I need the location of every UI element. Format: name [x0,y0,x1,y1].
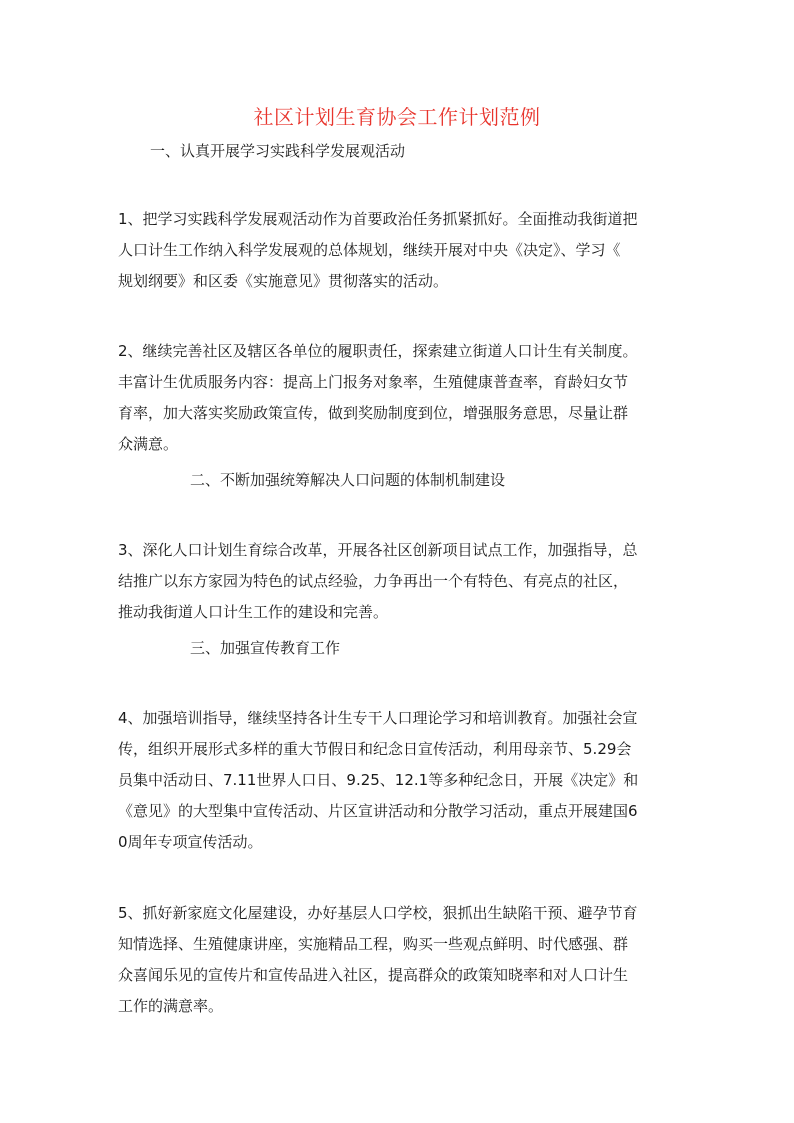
paragraph-line: 育率，加大落实奖励政策宣传，做到奖励制度到位，增强服务意思，尽量让群 [118,404,629,422]
paragraph-line: 2、继续完善社区及辖区各单位的履职责任，探索建立街道人口计生有关制度。 [118,342,638,360]
paragraph-line: 结推广以东方家园为特色的试点经验，力争再出一个有特色、有亮点的社区， [118,572,629,590]
paragraph-line: 5、抓好新家庭文化屋建设，办好基层人口学校，狠抓出生缺陷干预、避孕节育 [118,904,638,922]
section-heading-3: 三、加强宣传教育工作 [190,639,341,657]
paragraph-line: 3、深化人口计划生育综合改革，开展各社区创新项目试点工作，加强指导，总 [118,541,638,559]
paragraph-line: 1、把学习实践科学发展观活动作为首要政治任务抓紧抓好。全面推动我街道把 [118,210,638,228]
paragraph-line: 规划纲要》和区委《实施意见》贯彻落实的活动。 [118,272,449,290]
paragraph-line: 4、加强培训指导，继续坚持各计生专干人口理论学习和培训教育。加强社会宣 [118,709,638,727]
paragraph-line: 员集中活动日、7.11世界人口日、9.25、12.1等多种纪念日，开展《决定》和 [118,771,639,789]
paragraph-line: 0周年专项宣传活动。 [118,833,263,851]
paragraph-line: 工作的满意率。 [118,997,224,1015]
paragraph-line: 丰富计生优质服务内容：提高上门报务对象率，生殖健康普查率，育龄妇女节 [118,373,629,391]
paragraph-line: 知情选择、生殖健康讲座，实施精品工程，购买一些观点鲜明、时代感强、群 [118,935,629,953]
paragraph-line: 众满意。 [118,435,179,453]
paragraph-5 [118,898,678,1022]
paragraph-4 [118,703,678,858]
paragraph-3 [118,535,678,628]
section-heading-2: 二、不断加强统筹解决人口问题的体制机制建设 [190,471,506,489]
section-heading-1: 一、认真开展学习实践科学发展观活动 [150,142,406,160]
paragraph-line: 推动我街道人口计生工作的建设和完善。 [118,603,389,621]
paragraph-line: 众喜闻乐见的宣传片和宣传品进入社区，提高群众的政策知晓率和对人口计生 [118,966,629,984]
paragraph-line: 人口计生工作纳入科学发展观的总体规划，继续开展对中央《决定》、学习《 [118,241,621,259]
paragraph-line: 传，组织开展形式多样的重大节假日和纪念日宣传活动，利用母亲节、5.29会 [118,740,632,758]
document-title: 社区计划生育协会工作计划范例 [253,105,541,129]
paragraph-1 [118,204,678,297]
paragraph-line: 《意见》的大型集中宣传活动、片区宣讲活动和分散学习活动，重点开展建国6 [118,802,638,820]
paragraph-2 [118,336,678,460]
